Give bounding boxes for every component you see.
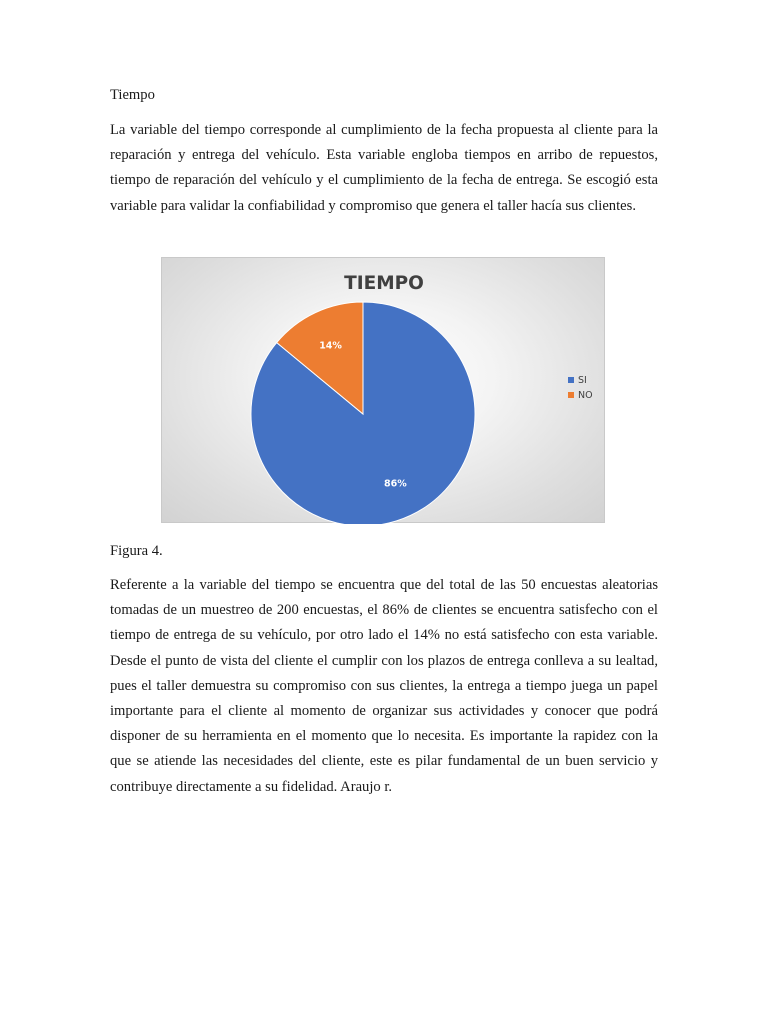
chart-title: TIEMPO (344, 273, 424, 294)
legend-swatch-no (568, 392, 574, 398)
intro-paragraph: La variable del tiempo corresponde al cumplimiento de la fecha propuesta al cliente para la reparación y entrega del vehículo. Esta variable engloba tiempos en arribo de repuestos, tiempo de reparación del vehículo y el cumplimiento de la fecha de entrega. Se escogió esta variable para validar la confiabilidad y compromiso que genera el taller hacía sus clientes. (110, 122, 658, 214)
legend-label-no: NO (578, 390, 593, 401)
legend-label-si: SI (578, 375, 587, 386)
pie-label-no: 14% (319, 340, 342, 352)
section-heading: Tiempo (110, 87, 155, 103)
pie-chart (161, 257, 605, 523)
pie-chart-svg (162, 258, 606, 524)
figure-caption: Figura 4. (110, 543, 163, 559)
analysis-paragraph: Referente a la variable del tiempo se encuentra que del total de las 50 encuestas aleatorias tomadas de un muestreo de 200 encuestas, el 86% de clientes se encuentra satisfecho con el tiempo de entrega de su vehículo, por otro lado el 14% no está satisfecho con esta variable. Desde el punto de vista del cliente el cumplir con los plazos de entrega conlleva a su lealtad, pues el taller demuestra su compromiso con sus clientes, la entrega a tiempo juega un papel importante para el cliente al momento de organizar sus actividades y conocer que podrá disponer de su herramienta en el momento que lo necesita. Es importante la rapidez con la que se atiende las necesidades del cliente, este es pilar fundamental de un buen servicio y contribuye directamente a su fidelidad. Araujo r. (110, 577, 658, 795)
pie-label-si: 86% (384, 478, 407, 490)
legend-swatch-si (568, 377, 574, 383)
